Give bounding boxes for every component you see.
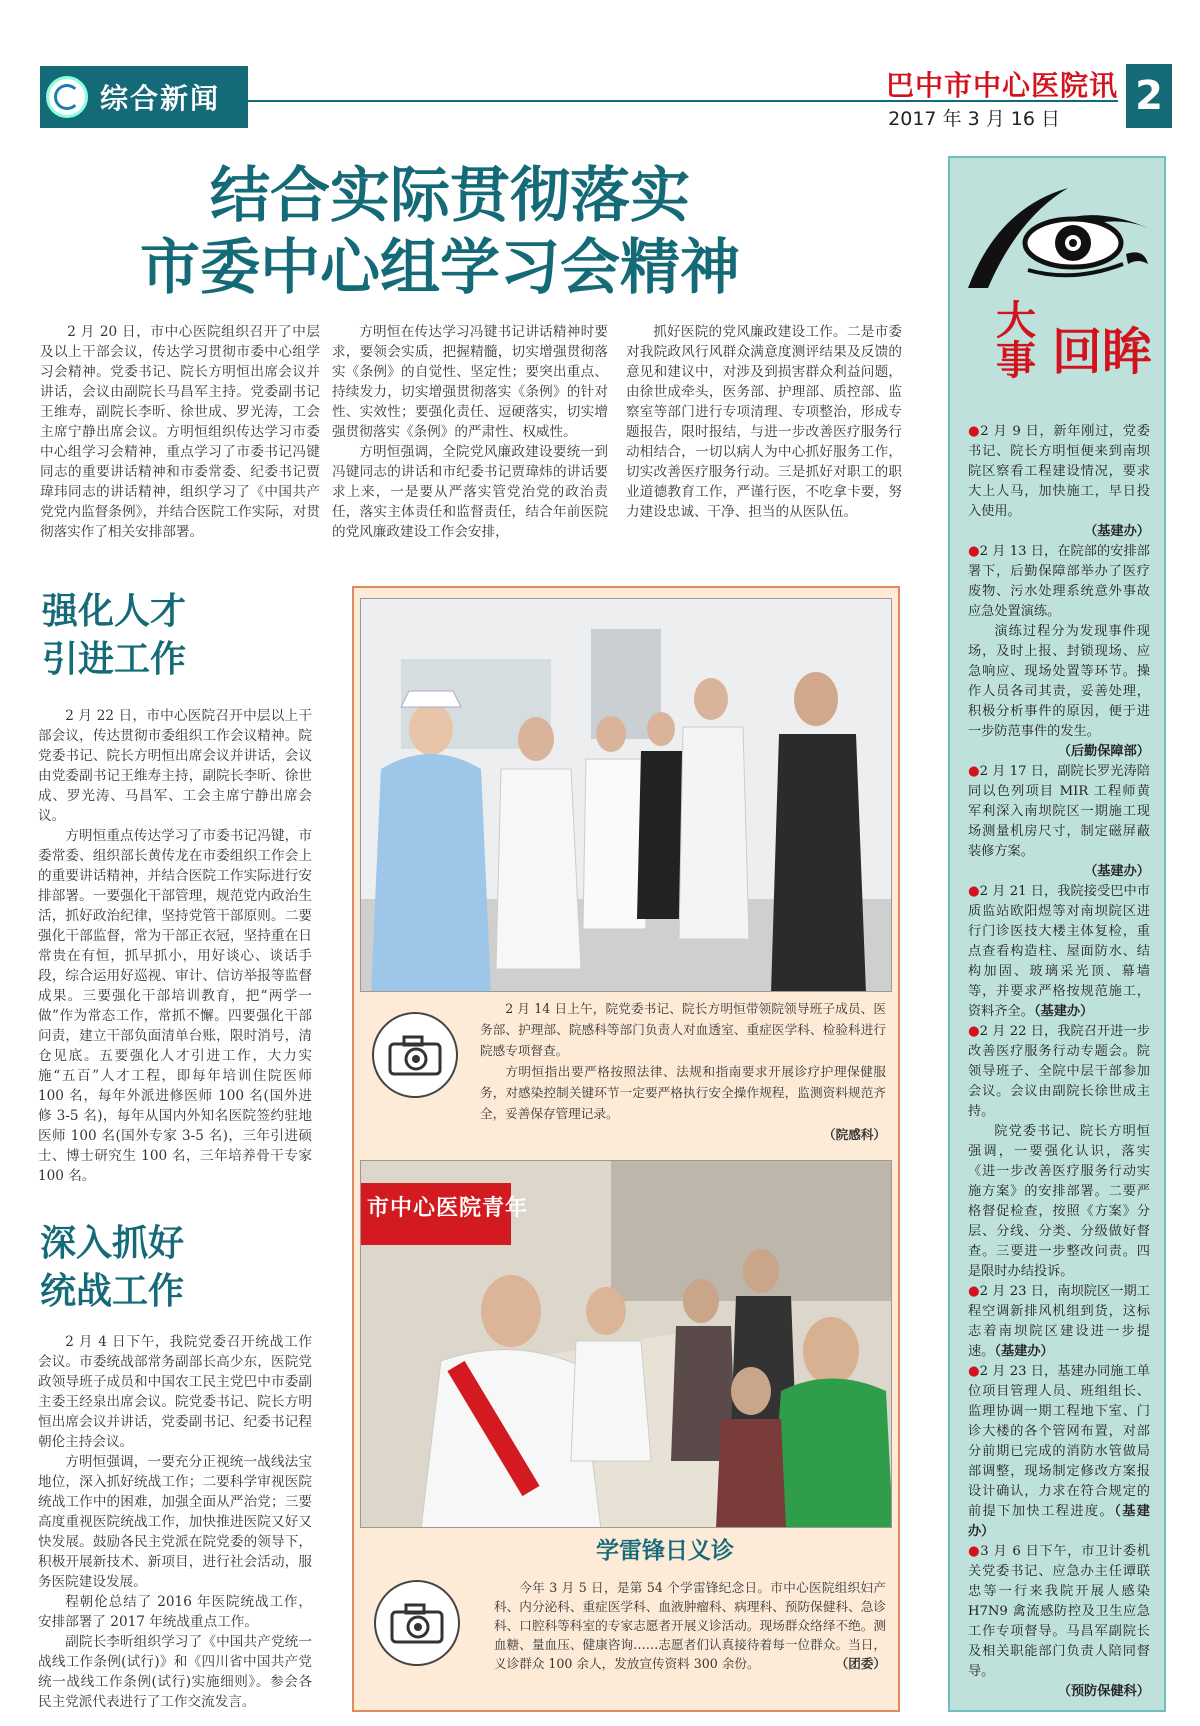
- united-front-article: [38, 1332, 312, 1712]
- section-label: 综合新闻: [100, 82, 221, 115]
- event-source: （基建办）: [1033, 1004, 1094, 1019]
- event-item: ●2 月 23 日，基建办同施工单位项目管理人员、班组组长、监理协调一期工程地下室、门诊大楼的各个管网布置，对部分前期已完成的消防水管做局部调整，现场制定修改方案报设计确认，力求在符合规定的前提下加快工程进度。（基建办）: [968, 1364, 1150, 1539]
- sidebar-events-list: [968, 422, 1150, 1702]
- talent-headline-line-1: 强化人才: [42, 591, 187, 632]
- event-item: ●2 月 23 日，南坝院区一期工程空调新排风机组到货，这标志着南坝院区建设进一步提速。（基建办）: [968, 1284, 1150, 1359]
- section-tag: [40, 66, 248, 128]
- eye-icon: [958, 168, 1158, 294]
- event-item: ●3 月 6 日下午，市卫计委机关党委书记、应急办主任谭联忠等一行来我院开展人感染 H7N9 禽流感防控及卫生应急工作专项督导。马昌军副院长及相关职能部门负责人陪同督导。: [968, 1544, 1150, 1679]
- lead-column-3: [626, 322, 902, 522]
- clinic-photo: [360, 1160, 892, 1528]
- page-number: 2: [1126, 64, 1172, 128]
- headline-line-2: 市委中心组学习会精神: [140, 233, 740, 303]
- lead-paragraph: 方明恒在传达学习冯键书记讲话精神时要求，要领会实质，把握精髓，切实增强贯彻落实《条例》的自觉性、坚定性；要突出重点、持续发力，切实增强贯彻落实《条例》的针对性、实效性；要强化责任、逗硬落实，切实增强贯彻落实《条例》的严肃性、权威性。: [332, 324, 608, 440]
- lead-paragraph: 抓好医院的党风廉政建设工作。二是市委对我院政风行风群众满意度测评结果及反馈的意见和建议中，对涉及到损害群众利益问题，由徐世成牵头，医务部、护理部、质控部、监察室等部门进行专项清理、专项整治，形成专题报告，限时报结，与进一步改善医疗服务行动相结合，一切以病人为中心抓好服务工作，切实改善医疗服务行动。三是抓好对职工的职业道德教育工作，严谨行医，不吃拿卡要，努力建设忠诚、干净、担当的从医队伍。: [626, 324, 902, 520]
- event-source: （预防保健科）: [1057, 1684, 1150, 1699]
- sidebar-title-da: 大: [996, 298, 1036, 344]
- camera-icon: [372, 1012, 458, 1098]
- clinic-caption: [494, 1578, 886, 1673]
- caption-paragraph: 方明恒指出要严格按照法律、法规和指南要求开展诊疗护理保健服务，对感染控制关键环节一定要严格执行安全操作规程，监测资料规范齐全，妥善保存管理记录。: [480, 1064, 886, 1121]
- caption-paragraph: 今年 3 月 5 日，是第 54 个学雷锋纪念日。市中心医院组织妇产科、内分泌科、重症医学科、血液肿瘤科、病理科、预防保健科、急诊科、口腔科等科室的专家志愿者开展义诊活动。现场群众络绎不绝。测血糖、量血压、健康咨询……志愿者们认真接待着每一位群众。当日，义诊群众 100 余人，发放宣传资料 300 余份。: [494, 1580, 886, 1671]
- talent-paragraph: 方明恒重点传达学习了市委书记冯键，市委常委、组织部长黄传龙在市委组织工作会上的重要讲话精神，并结合医院工作实际进行安排部署。一要强化干部管理，规范党内政治生活，抓好政治纪律，坚持党管干部原则。二要强化干部监督，常为干部正衣冠，坚持重在日常贵在有恒，抓早抓小，用好谈心、谈话手段，综合运用好巡视、审计、信访举报等监督成果。三要强化干部培训教育，把“两学一做”作为常态工作，常抓不懈。四要强化干部问责，建立干部负面清单台账，限时消号，清仓见底。五要强化人才引进工作，大力实施“五百”人才工程，即每年培训住院医师 100 名，每年外派进修医师 100 名(国外进修 3-5 名)，每年从国内外知名医院签约驻地医师 100 名(国外专家 3-5 名)，三年引进硕士、博士研究生 100 名，三年培养骨干专家 100 名。: [38, 828, 312, 1184]
- camera-icon: [374, 1580, 460, 1666]
- paper-name: 巴中市中心医院讯: [885, 69, 1118, 102]
- paper-date: 2017 年 3 月 16 日: [888, 108, 1060, 130]
- headline-line-1: 结合实际贯彻落实: [210, 161, 690, 231]
- lead-column-1: [40, 322, 320, 542]
- event-item: ●2 月 17 日，副院长罗光涛陪同以色列项目 MIR 工程师黄军利深入南坝院区一期施工现场测量机房尺寸，制定磁屏蔽装修方案。: [968, 764, 1150, 859]
- united-front-headline: [40, 1220, 184, 1316]
- event-source: （基建办）: [968, 1504, 1150, 1539]
- event-source: （基建办）: [1084, 864, 1150, 879]
- talent-headline-line-2: 引进工作: [42, 639, 187, 680]
- united-front-paragraph: 副院长李昕组织学习了《中国共产党统一战线工作条例(试行)》和《四川省中国共产党统一战线工作条例(试行)实施细则》。参会各民主党派代表进行了工作交流发言。: [38, 1634, 312, 1710]
- talent-paragraph: 2 月 22 日，市中心医院召开中层以上干部会议，传达贯彻市委组织工作会议精神。院党委书记、院长方明恒出席会议并讲话，会议由党委副书记王维寿主持，副院长李昕、徐世成、罗光涛、马昌军、工会主席宁静出席会议。: [38, 708, 312, 824]
- united-front-paragraph: 方明恒强调，一要充分正视统一战线法宝地位，深入抓好统战工作；二要科学审视医院统战工作中的困难，加强全面从严治党；三要高度重视医院统战工作，加快推进医院又好又快发展。鼓励各民主党派在院党委的领导下，积极开展新技术、新项目，进行社会活动，服务医院建设发展。: [38, 1454, 312, 1590]
- united-front-paragraph: 程朝伦总结了 2016 年医院统战工作，安排部署了 2017 年统战重点工作。: [38, 1594, 312, 1630]
- lead-column-2: [332, 322, 608, 542]
- event-source: （基建办）: [994, 1344, 1054, 1359]
- event-source: （基建办）: [1084, 524, 1150, 539]
- united-front-headline-line-1: 深入抓好: [40, 1223, 185, 1264]
- event-continuation: 院党委书记、院长方明恒强调，一要强化认识，落实《进一步改善医疗服务行动实施方案》的安排部署。二要严格督促检查，按照《方案》分层、分线、分类、分级做好督查。三要进一步整改问责。四是限时办结投诉。: [968, 1124, 1150, 1279]
- clinic-caption-title: 学雷锋日义诊: [596, 1538, 734, 1564]
- lead-paragraph: 2 月 20 日，市中心医院组织召开了中层及以上干部会议，传达学习贯彻市委中心组学习会精神。党委书记、院长方明恒出席会议并讲话，会议由副院长马昌军主持。党委副书记王维寿，副院长李昕、徐世成、罗光涛，工会主席宁静出席会议。方明恒组织传达学习市委中心组学习会精神，重点学习了市委书记冯键同志的重要讲话精神和市委常委、纪委书记贾瑋玮同志的讲话精神，组织学习了《中国共产党党内监督条例》，并结合医院工作实际，对贯彻落实作了相关安排部署。: [40, 324, 320, 540]
- caption-paragraph: 2 月 14 日上午，院党委书记、院长方明恒带领院领导班子成员、医务部、护理部、院感科等部门负责人对血透室、重症医学科、检验科进行院感专项督查。: [480, 1001, 886, 1058]
- lead-paragraph: 方明恒强调，全院党风廉政建设要统一到冯键同志的讲话和市纪委书记贾瑋炜的讲话要求上来，一是要从严落实管党治党的政治责任，落实主体责任和监督责任，结合年前医院的党风廉政建设工作会安排，: [332, 444, 608, 540]
- event-item: ●2 月 9 日，新年刚过，党委书记、院长方明恒便来到南坝院区察看工程建设情况，要求大上人马，加快施工，早日投入使用。: [968, 424, 1150, 519]
- united-front-paragraph: 2 月 4 日下午，我院党委召开统战工作会议。市委统战部常务副部长高少东，医院党政领导班子成员和中国农工民主党巴中市委副主委王经泉出席会议。院党委书记、院长方明恒出席会议并讲话，党委副书记、纪委书记程朝伦主持会议。: [38, 1334, 312, 1450]
- caption-source: （团委）: [835, 1656, 886, 1671]
- inspection-photo-illustration: [361, 599, 892, 992]
- event-item: ●2 月 13 日，在院部的安排部署下，后勤保障部举办了医疗废物、污水处理系统意外事故应急处置演练。: [968, 544, 1150, 619]
- event-item: ●2 月 21 日，我院接受巴中市质监站欧阳煜等对南坝院区进行门诊医技大楼主体复检，重点查看构造柱、屋面防水、结构加固、玻璃采光顶、幕墙等，并要求严格按规范施工，资料齐全。（基建办）: [968, 884, 1150, 1019]
- sidebar-title-huimou: 回眸: [1052, 323, 1152, 381]
- talent-headline: [42, 588, 186, 684]
- main-headline: [140, 160, 780, 304]
- hospital-logo-icon: [46, 76, 88, 118]
- event-source: （后勤保障部）: [1057, 744, 1150, 759]
- caption-source: （院感科）: [823, 1127, 886, 1142]
- inspection-caption: [480, 998, 886, 1145]
- united-front-headline-line-2: 统战工作: [40, 1271, 185, 1312]
- inspection-photo: [360, 598, 892, 992]
- event-item: ●2 月 22 日，我院召开进一步改善医疗服务行动专题会。院领导班子、全院中层干部参加会议。会议由副院长徐世成主持。: [968, 1024, 1150, 1119]
- event-continuation: 演练过程分为发现事件现场，及时上报、封锁现场、应急响应、现场处置等环节。操作人员各司其责，妥善处理，积极分析事件的原因，便于进一步防范事件的发生。: [968, 624, 1150, 739]
- sidebar-title-shi: 事: [996, 338, 1036, 384]
- talent-article: [38, 706, 312, 1186]
- clinic-banner-text: 市中心医院青年: [367, 1196, 529, 1221]
